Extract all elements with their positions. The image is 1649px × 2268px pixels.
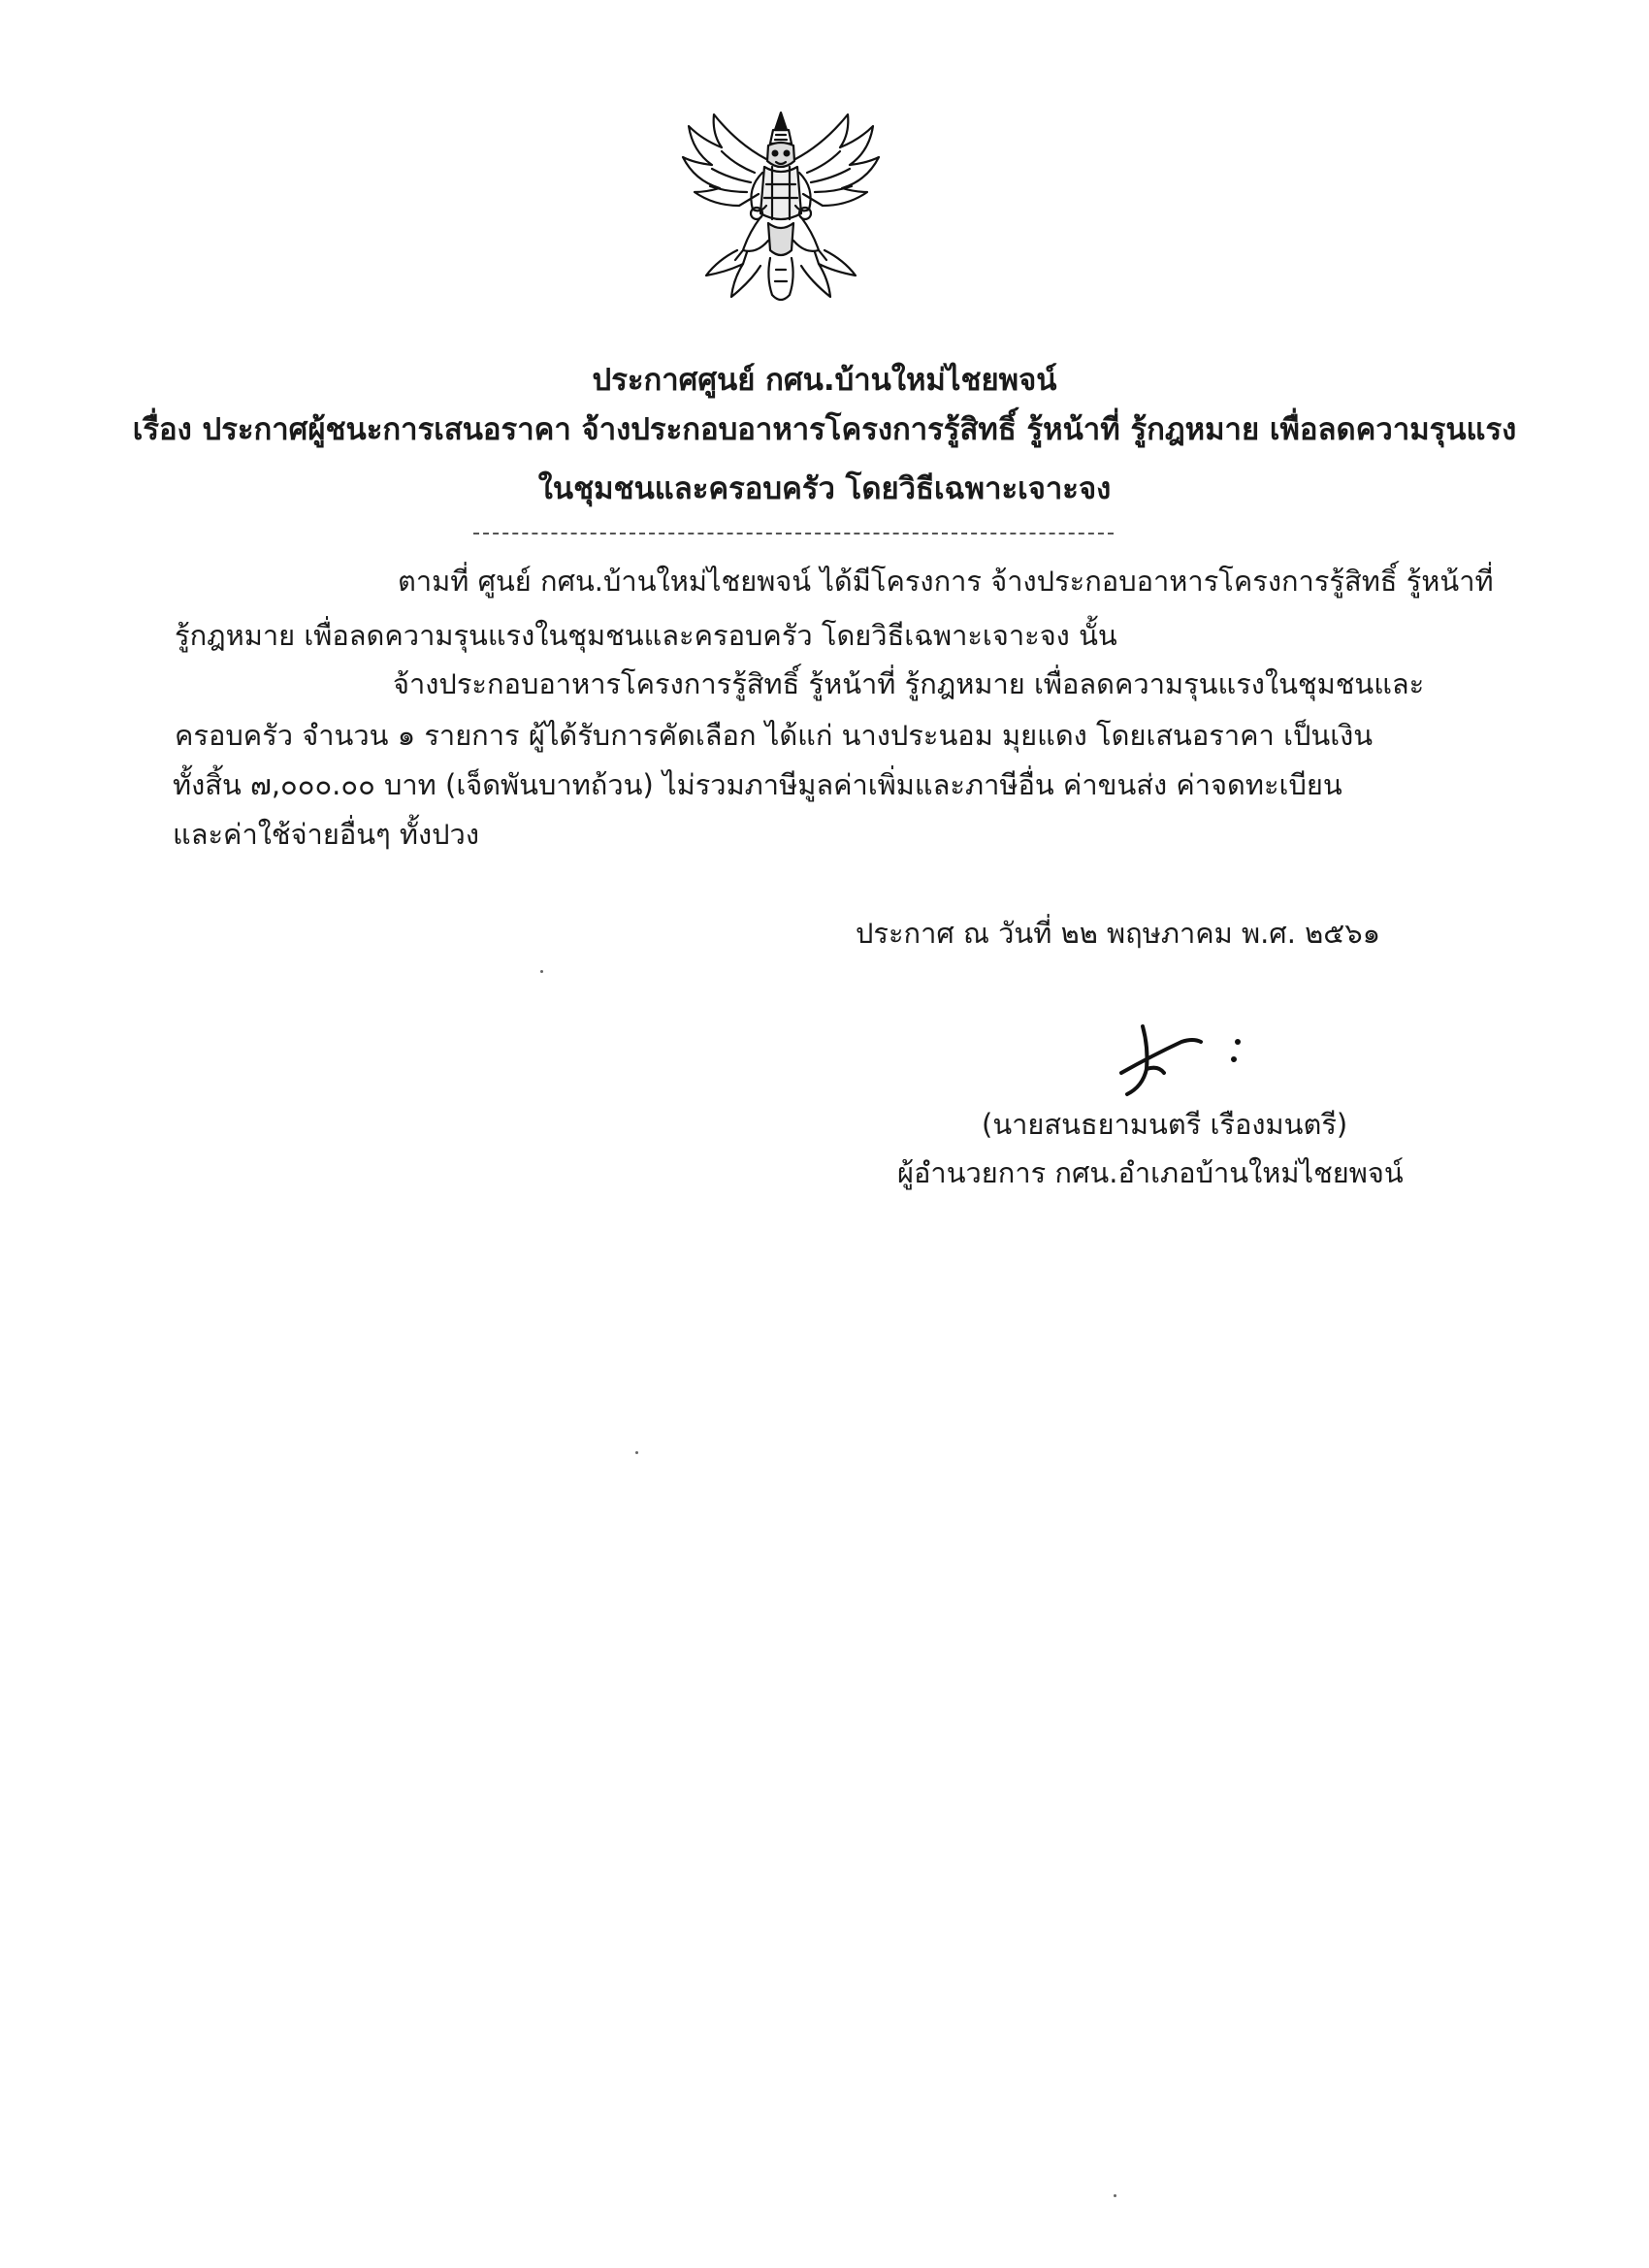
handwritten-signature: [1114, 1009, 1288, 1116]
garuda-emblem-icon: [679, 105, 883, 313]
scan-speck: [1114, 2194, 1116, 2197]
body-paragraph-2-line-4: และค่าใช้จ่ายอื่นๆ ทั้งปวง: [173, 818, 479, 851]
body-paragraph-2-line-2: ครอบครัว จำนวน ๑ รายการ ผู้ได้รับการคัดเลือก ได้แก่ นางประนอม มุยแดง โดยเสนอราคา เป็นเงิน: [175, 719, 1374, 752]
announcement-subject: เรื่อง ประกาศผู้ชนะการเสนอราคา จ้างประกอบอาหารโครงการรู้สิทธิ์ รู้หน้าที่ รู้กฎหมาย เพื่อลดความรุนแรง: [132, 412, 1517, 447]
scan-speck: [540, 970, 543, 973]
announcement-title: ประกาศศูนย์ กศน.บ้านใหม่ไชยพจน์: [592, 363, 1057, 398]
scan-speck: [635, 1451, 638, 1454]
body-paragraph-2-line-1: จ้างประกอบอาหารโครงการรู้สิทธิ์ รู้หน้าที่ รู้กฎหมาย เพื่อลดความรุนแรงในชุมชนและ: [393, 667, 1425, 700]
dashed-divider: [473, 533, 1114, 535]
announcement-date: ประกาศ ณ วันที่ ๒๒ พฤษภาคม พ.ศ. ๒๕๖๑: [856, 917, 1381, 950]
signer-name: (นายสนธยามนตรี เรืองมนตรี): [982, 1108, 1348, 1141]
body-paragraph-2-line-3: ทั้งสิ้น ๗,๐๐๐.๐๐ บาท (เจ็ดพันบาทถ้วน) ไม่รวมภาษีมูลค่าเพิ่มและภาษีอื่น ค่าขนส่ง ค่าจดทะเบียน: [173, 768, 1342, 801]
body-paragraph-1-line-1: ตามที่ ศูนย์ กศน.บ้านใหม่ไชยพจน์ ได้มีโครงการ จ้างประกอบอาหารโครงการรู้สิทธิ์ รู้หน้าที่: [398, 565, 1494, 598]
body-paragraph-1-line-2: รู้กฎหมาย เพื่อลดความรุนแรงในชุมชนและครอบครัว โดยวิธีเฉพาะเจาะจง นั้น: [175, 619, 1117, 652]
announcement-subject-continued: ในชุมชนและครอบครัว โดยวิธีเฉพาะเจาะจง: [537, 471, 1112, 506]
signer-position: ผู้อำนวยการ กศน.อำเภอบ้านใหม่ไชยพจน์: [897, 1156, 1404, 1189]
